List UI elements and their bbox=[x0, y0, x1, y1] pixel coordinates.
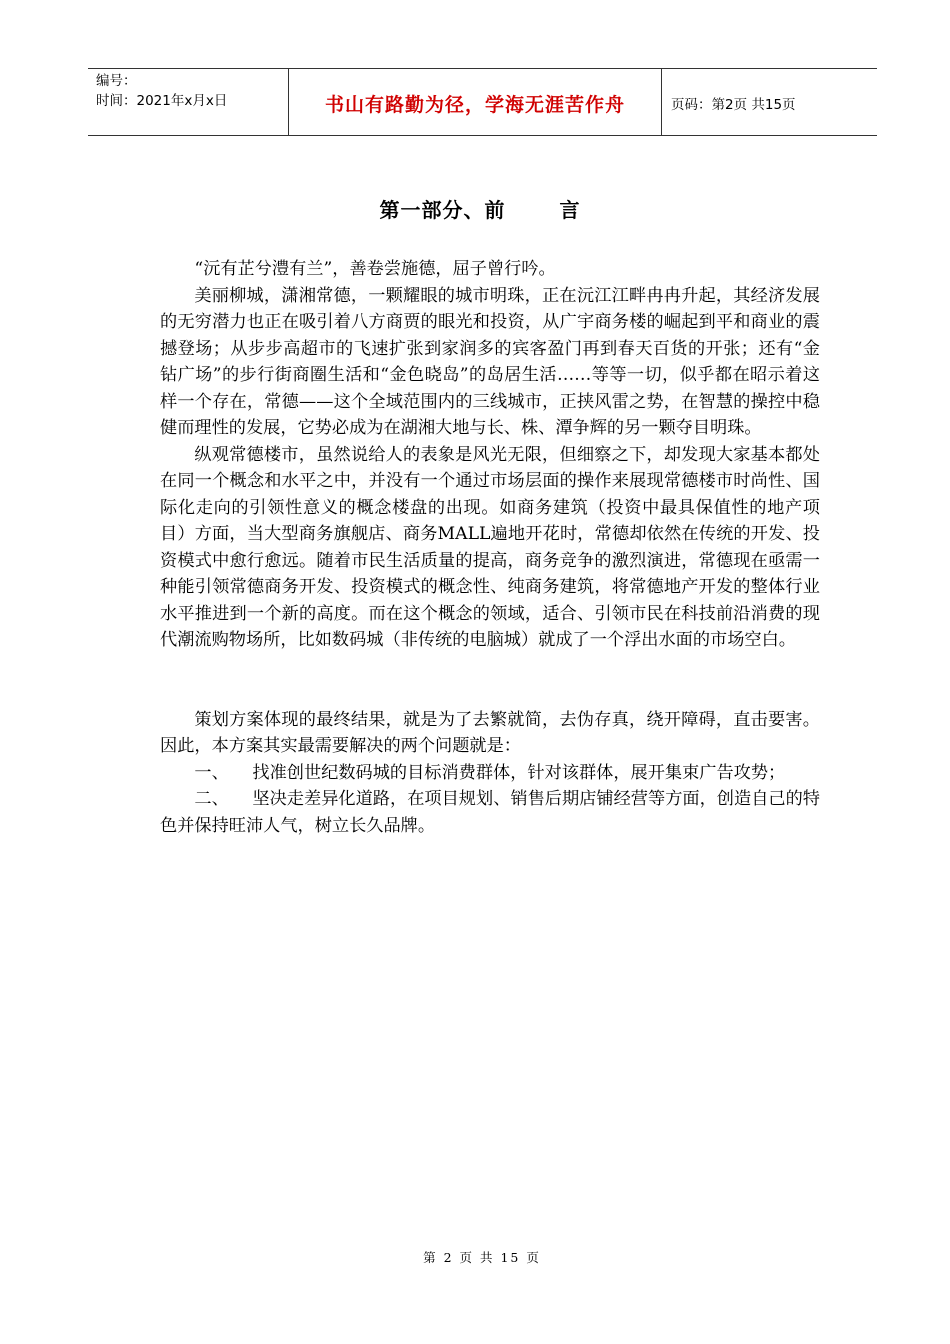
paragraph-quote: “沅有芷兮澧有兰”，善卷尝施德，屈子曾行吟。 bbox=[194, 259, 556, 279]
list-item-text: 坚决走差异化道路，在项目规划、销售后期店铺经营等方面，创造自己的特色并保持旺沛人气，树立长久品牌。 bbox=[160, 789, 820, 836]
section-title bbox=[0, 194, 950, 223]
section-title-part1: 第一部分、前 bbox=[379, 198, 506, 222]
document-number-label: 编号： bbox=[96, 73, 137, 89]
document-header bbox=[88, 68, 877, 136]
list-item-label: 二、 bbox=[194, 789, 229, 809]
list-item-label: 一、 bbox=[194, 762, 229, 783]
header-motto: 书山有路勤为径，学海无涯苦作舟 bbox=[289, 69, 662, 135]
list-item-text: 找准创世纪数码城的目标消费群体，针对该群体，展开集束广告攻势； bbox=[252, 762, 786, 783]
paragraph-spacer bbox=[160, 654, 820, 707]
document-time-label: 时间：2021年x月x日 bbox=[96, 93, 228, 109]
list-item bbox=[160, 760, 820, 787]
paragraph-city-intro: 美丽柳城，潇湘常德，一颗耀眼的城市明珠，正在沅江江畔冉冉升起，其经济发展的无穷潜力也正在吸引着八方商贾的眼光和投资，从广宇商务楼的崛起到平和商业的震撼登场；从步步高超市的飞速扩张到家润多的宾客盈门再到春天百货的开张；还有“金钻广场”的步行街商圈生活和“金色晓岛”的岛居生活……等等一切，似乎都在昭示着这样一个存在，常德——这个全域范围内的三线城市，正挟风雷之势，在智慧的操控中稳健而理性的发展，它势必成为在湖湘大地与长、株、潭争辉的另一颗夺目明珠。 bbox=[160, 285, 820, 438]
list-item bbox=[160, 786, 820, 839]
header-meta bbox=[88, 69, 289, 135]
paragraph-plan-goal: 策划方案体现的最终结果，就是为了去繁就简，去伪存真，绕开障碍，直击要害。因此，本方案其实最需要解决的两个问题就是： bbox=[160, 709, 820, 756]
header-page-info: 页码：第2页 共15页 bbox=[671, 97, 796, 113]
paragraph-market-overview: 纵观常德楼市，虽然说给人的表象是风光无限，但细察之下，却发现大家基本都处在同一个概念和水平之中，并没有一个通过市场层面的操作来展现常德楼市时尚性、国际化走向的引领性意义的概念楼盘的出现。如商务建筑（投资中最具保值性的地产项目）方面，当大型商务旗舰店、商务MALL遍地开花时，常德却依然在传统的开发、投资模式中愈行愈远。随着市民生活质量的提高，商务竞争的激烈演进，常德现在亟需一种能引领常德商务开发、投资模式的概念性、纯商务建筑，将常德地产开发的整体行业水平推进到一个新的高度。而在这个概念的领域，适合、引领市民在科技前沿消费的现代潮流购物场所，比如数码城（非传统的电脑城）就成了一个浮出水面的市场空白。 bbox=[160, 444, 820, 650]
page-footer: 第 2 页 共 15 页 bbox=[423, 1250, 541, 1265]
document-body bbox=[160, 256, 820, 839]
section-title-part2: 言 bbox=[559, 198, 581, 222]
